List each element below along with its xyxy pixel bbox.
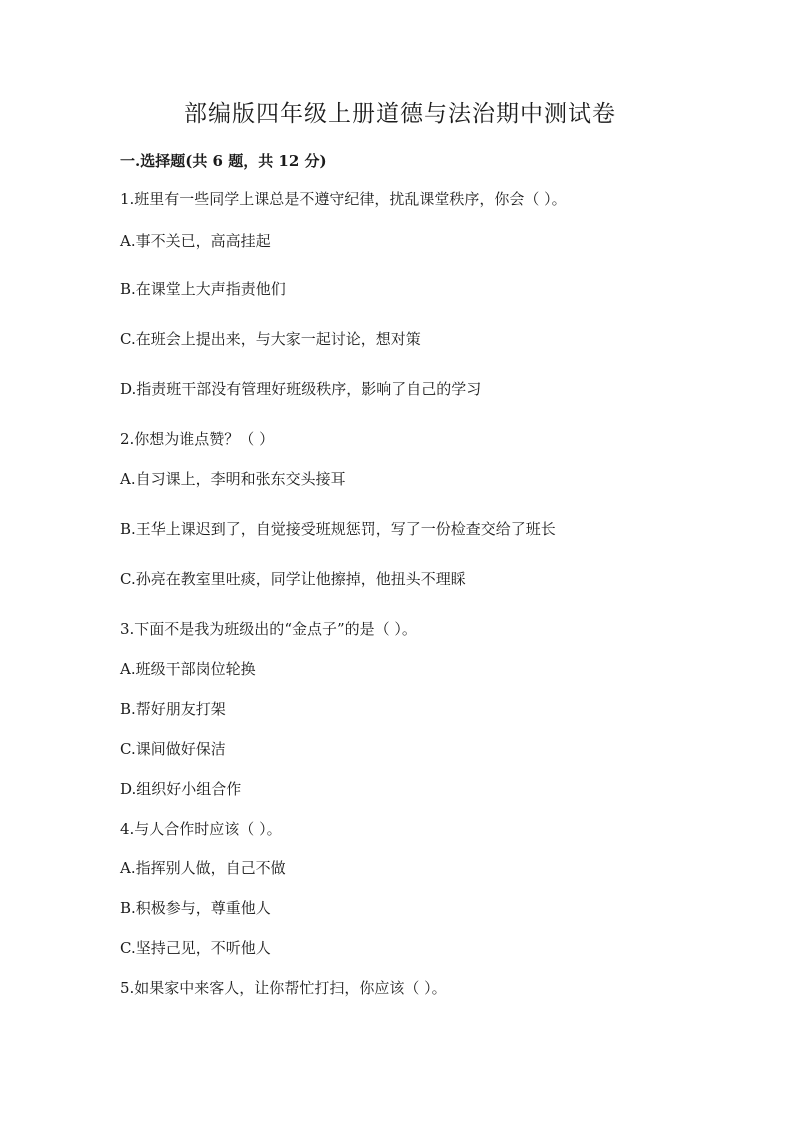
option-1d: D.指责班干部没有管理好班级秩序，影响了自己的学习 bbox=[120, 380, 482, 398]
option-1c: C.在班会上提出来，与大家一起讨论，想对策 bbox=[120, 330, 421, 348]
option-2a: A.自习课上，李明和张东交头接耳 bbox=[120, 470, 346, 488]
question-3: 3.下面不是我为班级出的“金点子”的是（ ）。 bbox=[120, 620, 417, 638]
option-3c: C.课间做好保洁 bbox=[120, 740, 226, 758]
section-heading: 一.选择题(共 6 题，共 12 分) bbox=[120, 152, 327, 170]
option-3a: A.班级干部岗位轮换 bbox=[120, 660, 256, 678]
option-4a: A.指挥别人做，自己不做 bbox=[120, 859, 286, 877]
option-1b: B.在课堂上大声指责他们 bbox=[120, 280, 286, 298]
option-3b: B.帮好朋友打架 bbox=[120, 700, 226, 718]
option-4c: C.坚持己见，不听他人 bbox=[120, 939, 271, 957]
question-2: 2.你想为谁点赞？（ ） bbox=[120, 430, 275, 448]
option-4b: B.积极参与，尊重他人 bbox=[120, 899, 271, 917]
question-1: 1.班里有一些同学上课总是不遵守纪律，扰乱课堂秩序，你会（ ）。 bbox=[120, 190, 567, 208]
option-2b: B.王华上课迟到了，自觉接受班规惩罚，写了一份检查交给了班长 bbox=[120, 520, 556, 538]
option-2c: C.孙亮在教室里吐痰，同学让他擦掉，他扭头不理睬 bbox=[120, 570, 466, 588]
page-title: 部编版四年级上册道德与法治期中测试卷 bbox=[184, 101, 616, 127]
question-4: 4.与人合作时应该（ ）。 bbox=[120, 820, 282, 838]
question-5: 5.如果家中来客人，让你帮忙打扫，你应该（ ）。 bbox=[120, 979, 447, 997]
option-3d: D.组织好小组合作 bbox=[120, 780, 242, 798]
option-1a: A.事不关已，高高挂起 bbox=[120, 232, 271, 250]
